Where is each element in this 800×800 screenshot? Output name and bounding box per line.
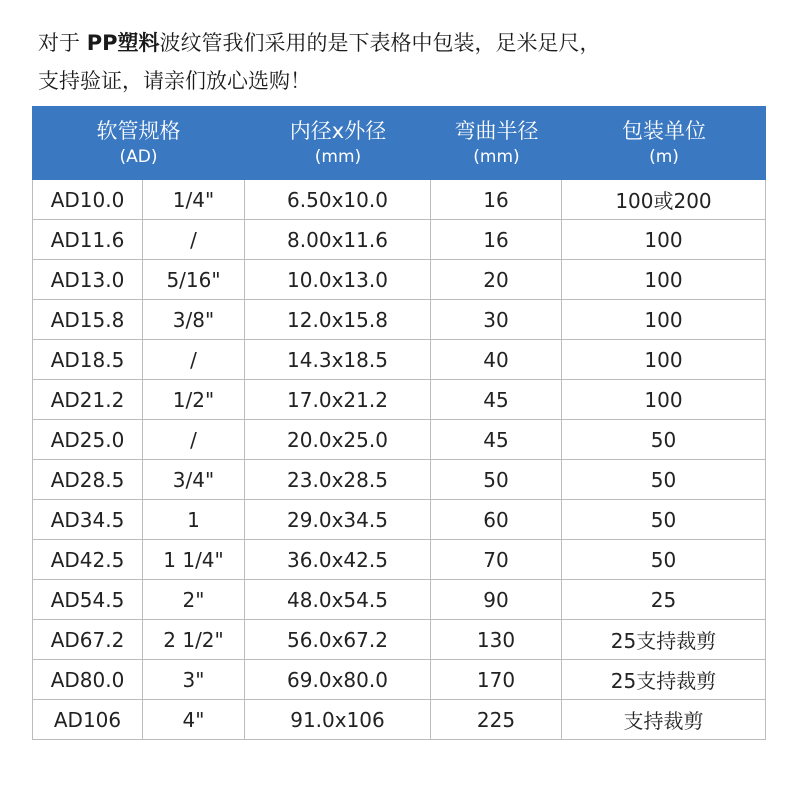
- cell-bend-radius: 90: [431, 580, 562, 620]
- cell-diameter: 48.0x54.5: [245, 580, 431, 620]
- cell-spec: AD10.0: [32, 180, 143, 220]
- table-row: [32, 340, 766, 380]
- intro-line-1-suffix: 波纹管我们采用的是下表格中包装，足米足尺，: [159, 31, 601, 55]
- cell-inch: 1: [143, 500, 245, 540]
- cell-diameter: 12.0x15.8: [245, 300, 431, 340]
- cell-package: 100或200: [562, 180, 766, 220]
- table-row: [32, 460, 766, 500]
- cell-bend-radius: 130: [431, 620, 562, 660]
- intro-line-1-prefix: 对于: [38, 31, 87, 55]
- table-row: [32, 620, 766, 660]
- header-bend-radius: [431, 106, 562, 180]
- cell-inch: 4": [143, 700, 245, 740]
- table-row: [32, 540, 766, 580]
- cell-diameter: 91.0x106: [245, 700, 431, 740]
- cell-bend-radius: 45: [431, 380, 562, 420]
- cell-inch: 2": [143, 580, 245, 620]
- cell-spec: AD18.5: [32, 340, 143, 380]
- intro-line-1: [38, 24, 778, 62]
- cell-package: 100: [562, 300, 766, 340]
- cell-package: 50: [562, 420, 766, 460]
- cell-bend-radius: 170: [431, 660, 562, 700]
- header-package-unit-unit: (m): [649, 147, 679, 167]
- cell-inch: 5/16": [143, 260, 245, 300]
- cell-diameter: 20.0x25.0: [245, 420, 431, 460]
- header-spec-unit: (AD): [119, 147, 158, 167]
- header-diameter-title: 内径x外径: [289, 119, 387, 143]
- cell-diameter: 8.00x11.6: [245, 220, 431, 260]
- cell-inch: 1/2": [143, 380, 245, 420]
- cell-spec: AD13.0: [32, 260, 143, 300]
- cell-diameter: 29.0x34.5: [245, 500, 431, 540]
- cell-package: 100: [562, 380, 766, 420]
- cell-package: 25支持裁剪: [562, 620, 766, 660]
- header-spec-title: 软管规格: [96, 119, 181, 143]
- table-row: [32, 700, 766, 740]
- cell-package: 25: [562, 580, 766, 620]
- cell-inch: 1/4": [143, 180, 245, 220]
- cell-package: 支持裁剪: [562, 700, 766, 740]
- cell-diameter: 17.0x21.2: [245, 380, 431, 420]
- header-diameter-unit: (mm): [314, 147, 362, 167]
- cell-bend-radius: 40: [431, 340, 562, 380]
- cell-bend-radius: 70: [431, 540, 562, 580]
- header-bend-radius-unit: (mm): [473, 147, 520, 167]
- cell-inch: 3": [143, 660, 245, 700]
- cell-package: 25支持裁剪: [562, 660, 766, 700]
- cell-inch: /: [143, 220, 245, 260]
- cell-package: 50: [562, 460, 766, 500]
- cell-inch: /: [143, 420, 245, 460]
- cell-diameter: 23.0x28.5: [245, 460, 431, 500]
- cell-spec: AD15.8: [32, 300, 143, 340]
- intro-line-2: 支持验证，请亲们放心选购！: [38, 69, 311, 93]
- cell-bend-radius: 16: [431, 180, 562, 220]
- cell-package: 100: [562, 220, 766, 260]
- cell-bend-radius: 60: [431, 500, 562, 540]
- table-row: [32, 660, 766, 700]
- cell-package: 100: [562, 260, 766, 300]
- header-bend-radius-title: 弯曲半径: [454, 119, 539, 143]
- header-spec: [32, 106, 245, 180]
- cell-spec: AD34.5: [32, 500, 143, 540]
- table-row: [32, 420, 766, 460]
- intro-line-1-bold: PP塑料: [86, 31, 160, 55]
- cell-inch: /: [143, 340, 245, 380]
- header-diameter: [245, 106, 431, 180]
- table-row: [32, 300, 766, 340]
- cell-spec: AD67.2: [32, 620, 143, 660]
- header-package-unit: [562, 106, 766, 180]
- cell-spec: AD80.0: [32, 660, 143, 700]
- cell-bend-radius: 50: [431, 460, 562, 500]
- cell-package: 50: [562, 540, 766, 580]
- cell-bend-radius: 225: [431, 700, 562, 740]
- cell-diameter: 36.0x42.5: [245, 540, 431, 580]
- header-package-unit-title: 包装单位: [622, 119, 706, 143]
- cell-spec: AD28.5: [32, 460, 143, 500]
- cell-spec: AD54.5: [32, 580, 143, 620]
- cell-spec: AD21.2: [32, 380, 143, 420]
- cell-bend-radius: 45: [431, 420, 562, 460]
- cell-spec: AD25.0: [32, 420, 143, 460]
- cell-diameter: 56.0x67.2: [245, 620, 431, 660]
- cell-package: 50: [562, 500, 766, 540]
- cell-diameter: 69.0x80.0: [245, 660, 431, 700]
- table-row: [32, 260, 766, 300]
- spec-table: [32, 106, 766, 740]
- table-body: [32, 180, 766, 740]
- cell-package: 100: [562, 340, 766, 380]
- cell-diameter: 14.3x18.5: [245, 340, 431, 380]
- intro-text: [38, 24, 778, 100]
- cell-spec: AD11.6: [32, 220, 143, 260]
- cell-inch: 3/4": [143, 460, 245, 500]
- cell-spec: AD42.5: [32, 540, 143, 580]
- cell-spec: AD106: [32, 700, 143, 740]
- table-row: [32, 380, 766, 420]
- cell-inch: 3/8": [143, 300, 245, 340]
- table-header: [32, 106, 766, 180]
- cell-diameter: 6.50x10.0: [245, 180, 431, 220]
- cell-inch: 2 1/2": [143, 620, 245, 660]
- cell-bend-radius: 20: [431, 260, 562, 300]
- table-row: [32, 500, 766, 540]
- cell-diameter: 10.0x13.0: [245, 260, 431, 300]
- table-row: [32, 180, 766, 220]
- table-row: [32, 580, 766, 620]
- cell-bend-radius: 16: [431, 220, 562, 260]
- cell-bend-radius: 30: [431, 300, 562, 340]
- cell-inch: 1 1/4": [143, 540, 245, 580]
- table-row: [32, 220, 766, 260]
